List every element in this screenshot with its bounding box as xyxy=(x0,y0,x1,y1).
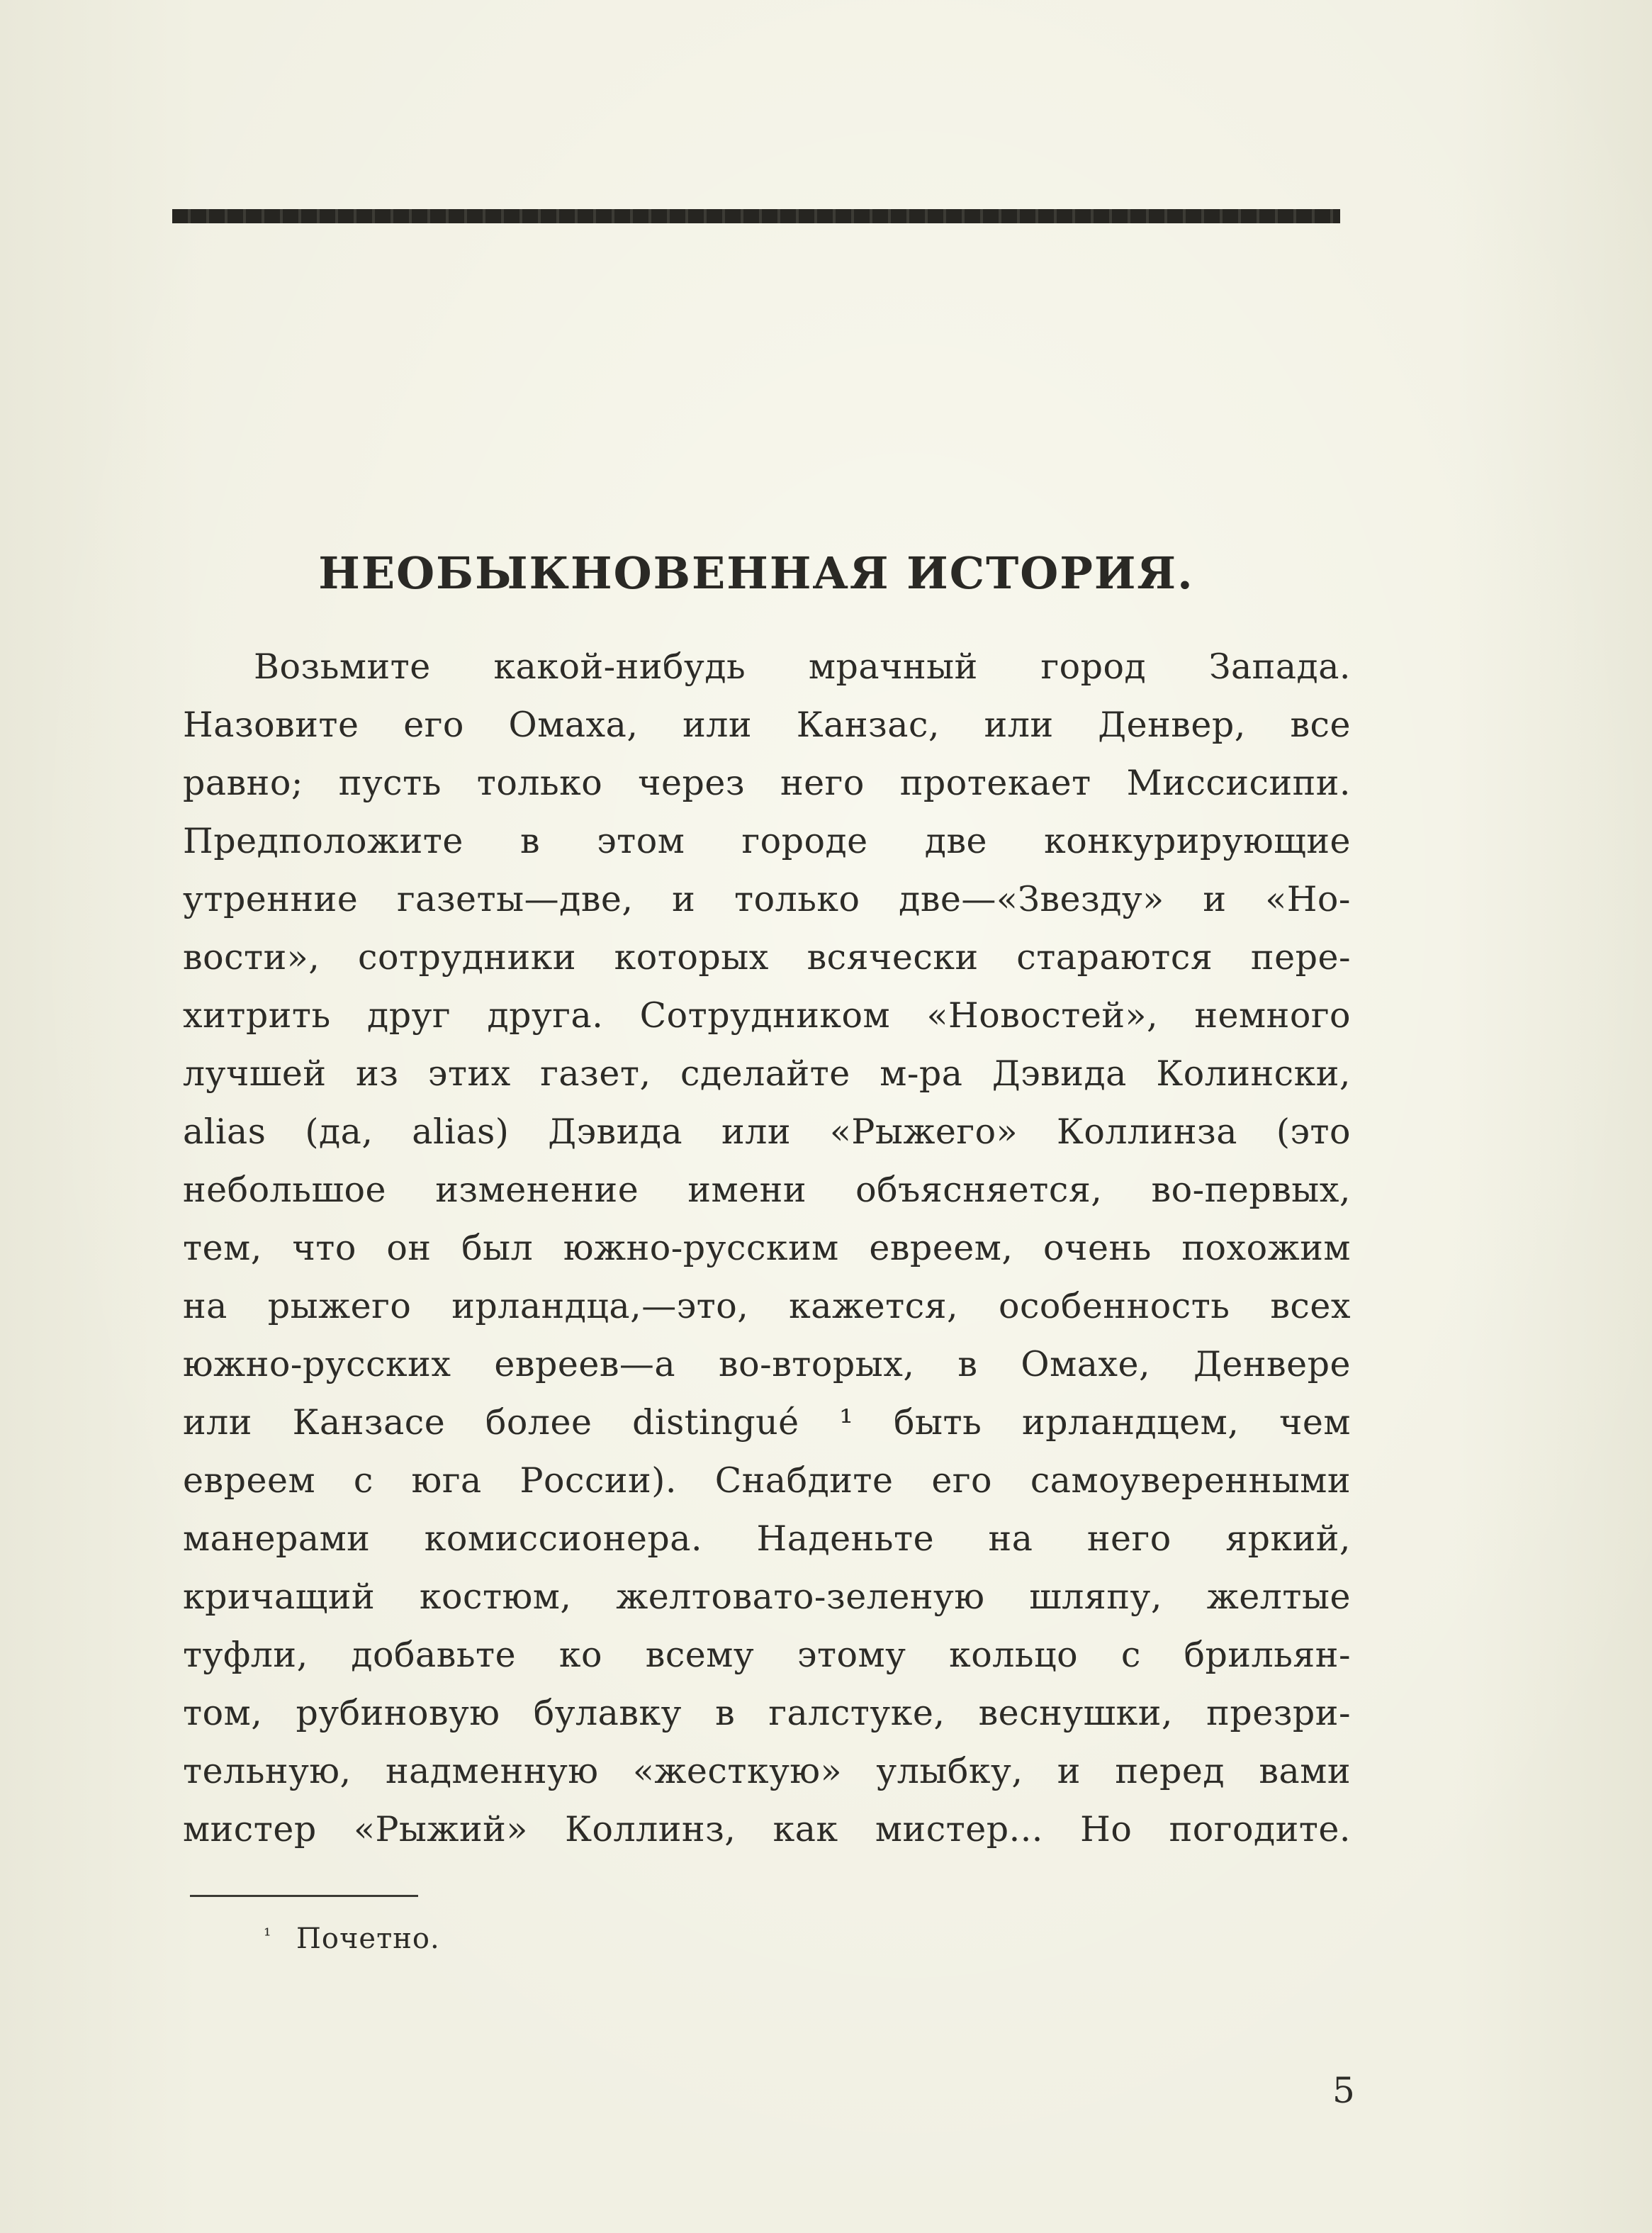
text-line: утренние газеты—две, и только две—«Звезду» и «Но- xyxy=(183,879,1351,919)
text-line: евреем с юга России). Снабдите его самоуверенными xyxy=(183,1460,1351,1501)
text-line: вости», сотрудники которых всячески стараются пере- xyxy=(183,937,1351,978)
text-line: небольшое изменение имени объясняется, во-первых, xyxy=(183,1170,1351,1210)
footnote-divider xyxy=(190,1895,418,1897)
text-line: равно; пусть только через него протекает Миссисипи. xyxy=(183,763,1351,803)
chapter-title: НЕОБЫКНОВЕННАЯ ИСТОРИЯ. xyxy=(318,547,1194,599)
text-line: южно-русских евреев—а во-вторых, в Омахе, Денвере xyxy=(183,1344,1351,1384)
text-line: кричащий костюм, желтовато-зеленую шляпу, желтые xyxy=(183,1577,1351,1617)
text-line: Назовите его Омаха, или Канзас, или Денвер, все xyxy=(183,705,1351,745)
footnote-mark: ¹ xyxy=(264,1925,271,1947)
text-line: или Канзасе более distingué ¹ быть ирландцем, чем xyxy=(183,1402,1351,1443)
page-number: 5 xyxy=(1332,2070,1355,2111)
text-line: мистер «Рыжий» Коллинз, как мистер... Но погодите. xyxy=(183,1809,1351,1849)
text-line: alias (да, alias) Дэвида или «Рыжего» Коллинза (это xyxy=(183,1112,1351,1152)
text-line: тем, что он был южно-русским евреем, очень похожим xyxy=(183,1228,1351,1268)
footnote-text: Почетно. xyxy=(296,1923,440,1955)
text-line: манерами комиссионера. Наденьте на него яркий, xyxy=(183,1518,1351,1559)
text-line: на рыжего ирландца,—это, кажется, особенность всех xyxy=(183,1286,1351,1326)
text-line: тельную, надменную «жесткую» улыбку, и перед вами xyxy=(183,1751,1351,1791)
text-line: Возьмите какой-нибудь мрачный город Запада. xyxy=(254,647,1351,687)
text-line: Предположите в этом городе две конкурирующие xyxy=(183,821,1351,861)
text-line: лучшей из этих газет, сделайте м-ра Дэвида Колински, xyxy=(183,1053,1351,1094)
text-line: туфли, добавьте ко всему этому кольцо с брильян- xyxy=(183,1635,1351,1675)
text-line: том, рубиновую булавку в галстуке, веснушки, презри- xyxy=(183,1693,1351,1733)
text-line: хитрить друг друга. Сотрудником «Новостей», немного xyxy=(183,995,1351,1036)
top-decorative-rule xyxy=(172,209,1340,223)
